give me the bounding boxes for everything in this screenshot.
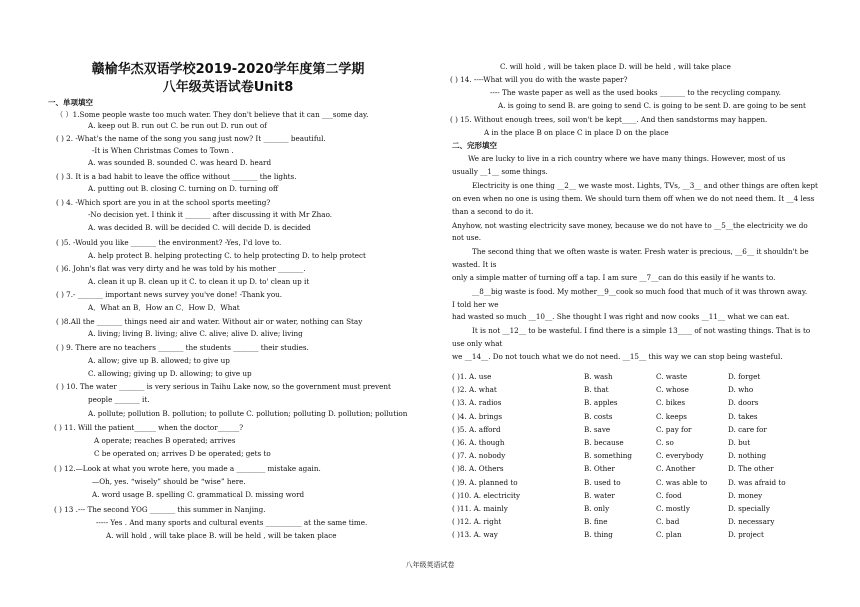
cloze-option: C. bad — [656, 517, 680, 527]
cloze-question-option-a: ( )1. A. use — [452, 372, 492, 381]
exam-title-unit: 八年级英语试卷Unit8 — [162, 80, 294, 95]
cloze-passage-line: than a second to do it. — [452, 207, 534, 216]
cloze-option: D. money — [728, 490, 763, 500]
cloze-question-option-a: ( )2. A. what — [452, 385, 497, 395]
cloze-option: D. care for — [728, 424, 767, 434]
cloze-option: D. project — [728, 530, 764, 540]
cloze-option: C. was able to — [656, 477, 708, 487]
question-line: C be operated on; arrives D be operated; gets to — [94, 449, 271, 458]
cloze-question-option-a: ( )4. A. brings — [452, 411, 503, 421]
question-line: A. keep out B. run out C. be run out D. run out of — [88, 121, 267, 130]
question-line: A in the place B on place C in place D on the place — [484, 128, 669, 137]
question-line: A. word usage B. spelling C. grammatical D. missing word — [92, 490, 305, 499]
cloze-option: D. specially — [728, 504, 770, 513]
cloze-option: B. Other — [584, 464, 615, 474]
cloze-passage-line: had wasted so much __10__. She thought I was right and now cooks __11__ what we can eat. — [452, 312, 790, 321]
question-line: ( ) 11. Will the patient______ when the doctor______? — [54, 423, 244, 432]
cloze-question-option-a: ( )9. A. planned to — [452, 477, 518, 487]
cloze-question-option-a: ( )6. A. though — [452, 438, 505, 447]
cloze-option: B. because — [584, 438, 624, 447]
question-line: A. is going to send B. are going to send C. is going to be sent D. are going to be sent — [498, 101, 806, 110]
cloze-passage-line: __8__big waste is food. My mother__9__cook so much food that much of it was thrown away. — [472, 287, 808, 296]
cloze-option: D. The other — [728, 464, 774, 474]
cloze-option: C. whose — [656, 385, 689, 395]
cloze-option: D. was afraid to — [728, 477, 786, 487]
question-line: ( )8.All the _______ things need air and water. Without air or water, nothing can Stay — [56, 317, 363, 326]
question-line: ( )5. -Would you like _______ the environment? -Yes, I'd love to. — [56, 238, 282, 247]
cloze-option: B. that — [584, 385, 609, 395]
cloze-passage-line: Anyhow, not wasting electricity save money, because we do not have to __5__the electricity we do — [452, 221, 808, 230]
cloze-option: C. mostly — [656, 504, 690, 513]
cloze-option: C. everybody — [656, 451, 704, 461]
exam-title-school: 赣榆华杰双语学校2019-2020学年度第二学期 — [91, 62, 365, 77]
cloze-option: C. waste — [656, 372, 688, 381]
question-line: A．What an B．How an C．How D．What — [88, 303, 240, 312]
cloze-option: D. nothing — [728, 451, 767, 461]
question-line: ( ) 14. ----What will you do with the waste paper? — [450, 75, 628, 84]
question-line: ( ) 15. Without enough trees, soil won't be kept____. And then sandstorms may happen. — [450, 115, 768, 124]
cloze-question-option-a: ( )7. A. nobody — [452, 451, 506, 461]
question-line: A operate; reaches B operated; arrives — [94, 436, 236, 445]
cloze-passage-line: we __14__. Do not touch what we do not need. __15__ this way we can stop being wasteful. — [452, 352, 783, 361]
cloze-option: B. thing — [584, 530, 613, 540]
question-line: A. will hold , will take place B. will be held , will be taken place — [106, 531, 337, 540]
question-line: A. help protect B. helping protecting C. to help protecting D. to help protect — [88, 251, 366, 260]
cloze-option: B. water — [584, 490, 615, 500]
cloze-passage-line: on even when no one is using them. We should turn them off when we do not need them. It __4 less — [452, 194, 815, 203]
cloze-passage-line: only a simple matter of turning off a tap. I am sure __7__can do this easily if he wants to. — [452, 273, 776, 282]
question-line: ( )6. John's flat was very dirty and he was told by his mother _______. — [56, 264, 306, 273]
question-line: ( ) 2. -What's the name of the song you sang just now? It _______ beautiful. — [56, 134, 326, 143]
cloze-option: B. something — [584, 451, 632, 461]
cloze-question-option-a: ( )8. A. Others — [452, 464, 504, 474]
cloze-question-option-a: ( )10. A. electricity — [452, 490, 521, 500]
question-line: A. allow; give up B. allowed; to give up — [88, 356, 230, 365]
cloze-passage-line: We are lucky to live in a rich country where we have many things. However, most of us — [468, 154, 786, 163]
cloze-option: B. fine — [584, 517, 608, 527]
cloze-passage-line: usually __1__ some things. — [452, 167, 548, 176]
cloze-option: B. only — [584, 504, 610, 513]
cloze-passage-line: use only what — [452, 339, 503, 348]
question-line: -It is When Christmas Comes to Town . — [92, 146, 234, 155]
cloze-option: B. save — [584, 424, 611, 434]
question-line: ( ) 9. There are no teachers _______ the students _______ their studies. — [56, 343, 309, 352]
question-line: ( ) 13 .--- The second YOG _______ this summer in Nanjing. — [54, 505, 266, 514]
cloze-passage-line: not use. — [452, 233, 481, 242]
cloze-option: C. food — [656, 490, 682, 500]
question-line: C. will hold , will be taken place D. will be held , will take place — [500, 62, 731, 71]
cloze-option: D. takes — [728, 411, 758, 421]
cloze-option: C. plan — [656, 530, 682, 540]
cloze-option: B. used to — [584, 477, 621, 487]
question-line: ---- The waste paper as well as the used books _______ to the recycling company. — [490, 88, 781, 97]
cloze-option: C. keeps — [656, 411, 687, 421]
cloze-option: D. doors — [728, 398, 759, 408]
question-line: A. pollute; pollution B. pollution; to pollute C. pollution; polluting D. pollution; pollution — [88, 409, 408, 418]
question-line: ----- Yes . And many sports and cultural events __________ at the same time. — [96, 518, 368, 527]
cloze-option: D. but — [728, 438, 751, 447]
cloze-option: D. forget — [728, 372, 761, 381]
cloze-passage-line: wasted. It is — [452, 260, 497, 269]
cloze-option: D. who — [728, 385, 754, 395]
page-footer: 八年级英语试卷 — [405, 561, 455, 569]
question-line: （ ）1.Some people waste too much water. They don't believe that it can ___some day. — [56, 110, 369, 119]
cloze-question-option-a: ( )13. A. way — [452, 530, 498, 540]
cloze-option: B. apples — [584, 398, 618, 408]
section-heading-cloze: 二、完形填空 — [452, 141, 497, 150]
question-line: people _______ it. — [88, 395, 150, 404]
question-line: A. was decided B. will be decided C. will decide D. is decided — [88, 223, 311, 232]
cloze-option: B. wash — [584, 372, 613, 381]
question-line: ( ) 7.- _______ important news survey you've done! -Thank you. — [56, 290, 283, 299]
question-line: A. putting out B. closing C. turning on D. turning off — [88, 184, 279, 193]
question-line: -No decision yet. I think it _______ after discussing it with Mr Zhao. — [88, 210, 333, 219]
cloze-option: C. Another — [656, 464, 696, 474]
cloze-option: C. pay for — [656, 424, 692, 434]
cloze-option: C. so — [656, 438, 674, 447]
cloze-option: C. bikes — [656, 398, 686, 408]
cloze-passage-line: It is not __12__ to be wasteful. I find there is a simple 13____ of not wasting things. That is to — [472, 326, 811, 335]
cloze-option: D. necessary — [728, 517, 775, 527]
cloze-passage-line: Electricity is one thing __2__ we waste most. Lights, TVs, __3__ and other things are often kept — [472, 181, 818, 190]
question-line: ( ) 3. It is a bad habit to leave the office without _______ the lights. — [56, 172, 297, 181]
question-line: A. clean it up B. clean up it C. to clean it up D. to' clean up it — [88, 277, 310, 286]
question-line: C. allowing; giving up D. allowing; to give up — [88, 369, 252, 378]
question-line: ( ) 10. The water _______ is very serious in Taihu Lake now, so the government must prevent — [56, 382, 391, 391]
cloze-question-option-a: ( )3. A. radios — [452, 398, 502, 408]
cloze-passage-line: I told her we — [452, 300, 499, 309]
cloze-question-option-a: ( )12. A. right — [452, 517, 502, 527]
question-line: A. living; living B. living; alive C. alive; alive D. alive; living — [88, 329, 303, 338]
cloze-passage-line: The second thing that we often waste is water. Fresh water is precious, __6__ it shouldn't be — [472, 247, 809, 256]
question-line: A. was sounded B. sounded C. was heard D. heard — [88, 158, 272, 167]
question-line: —Oh, yes. “wisely” should be “wise” here. — [92, 477, 246, 486]
cloze-question-option-a: ( )11. A. mainly — [452, 504, 508, 513]
section-heading-single-choice: 一、单项填空 — [48, 98, 93, 107]
cloze-question-option-a: ( )5. A. afford — [452, 424, 501, 434]
cloze-option: B. costs — [584, 411, 613, 421]
question-line: ( ) 12.—Look at what you wrote here, you made a ________ mistake again. — [54, 464, 321, 473]
question-line: ( ) 4. -Which sport are you in at the school sports meeting? — [56, 198, 271, 207]
